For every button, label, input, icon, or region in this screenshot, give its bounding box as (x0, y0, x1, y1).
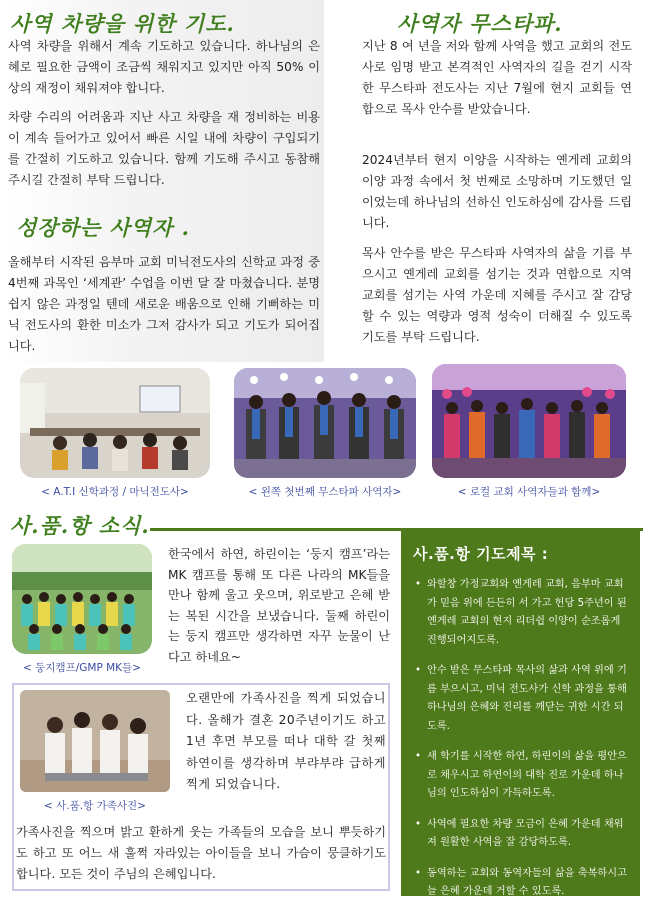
vehicle-section-title: 사역 차량을 위한 기도. (10, 11, 235, 36)
growing-paragraph: 올해부터 시작된 음부마 교회 미닉전도사의 신학교 과정 중 4번째 과목인 ‘세계관’ 수업을 이번 달 잘 마쳤습니다. 분명 쉽지 않은 과정일 텐데 새로운 배움으로 인해 기뻐하는 미닉 전도사의 환한 미소가 그저 감사가 되고 기도가 되어집니다. (8, 255, 320, 353)
minister-paragraph-2: 2024년부터 현지 이양을 시작하는 옌게레 교회의 이양 과정 속에서 첫 번째로 소망하며 기도했던 일이었는데 하나님의 선하신 인도하심에 감사를 드립니다. (362, 153, 632, 230)
prayer-item: • 와할창 가정교회와 옌게레 교회, 음부마 교회가 믿음 위에 든든히 서 가고 헌당 5주년이 된 옌게레 교회의 현지 리더쉽 이양이 순조롭게 진행되어지도록. (413, 576, 628, 650)
growing-section-title: 성장하는 사역자 . (16, 215, 190, 240)
prayer-item: • 동역하는 교회와 동역자들의 삶을 축복하시고 늘 은혜 가운데 거할 수 있도록. (413, 865, 628, 902)
prayer-title: 사.품.항 기도제목 : (413, 545, 549, 563)
news-section-title: 사.품.항 소식. (10, 513, 150, 538)
mustafa-group-photo (234, 368, 416, 478)
family-photo-caption: < 사.품.항 가족사진> (44, 800, 146, 812)
news-paragraph-1: 한국에서 하연, 하린이는 ‘둥지 캠프’라는 MK 캠프를 통해 또 다른 나라의 MK들을 만나 함께 울고 웃으며, 위로받고 은혜 받는 복된 시간을 보냈습니다. 둘째 하린이는 둥지 캠프만 생각하면 자꾸 눈물이 난다고 하네요~ (168, 547, 390, 664)
vehicle-paragraph-2: 차량 수리의 어려움과 지난 사고 차량을 재 정비하는 비용이 계속 들어가고 있어서 빠른 시일 내에 차량이 구입되기를 간절히 기도하고 있습니다. 함께 기도해 주시고 동참해 주시길 간절히 부탁 드립니다. (8, 110, 320, 187)
local-photo-caption: < 로컬 교회 사역자들과 함께> (457, 486, 601, 498)
minister-paragraph-1: 지난 8 여 년을 저와 함께 사역을 했고 교회의 전도사로 임명 받고 본격적인 사역자의 길을 걷기 시작한 무스타파 전도사는 지난 7월에 현지 교회들 연합으로 목사 안수를 받았습니다. (362, 39, 632, 116)
prayer-requests-box (401, 529, 640, 896)
local-ministers-photo (432, 364, 626, 478)
mk-camp-photo (12, 544, 152, 654)
family-photo (20, 690, 170, 792)
mustafa-photo-caption: < 왼쪽 첫번째 무스타파 사역자> (248, 486, 402, 498)
ati-class-photo (20, 368, 210, 478)
prayer-item: • 새 학기를 시작한 하연, 하린이의 삶을 평안으로 채우시고 하연이의 대학 진로 가운데 하나님의 인도하심이 가득하도록. (413, 748, 628, 804)
vehicle-paragraph-1: 사역 차량을 위해서 계속 기도하고 있습니다. 하나님의 은혜로 필요한 금액이 조금씩 채워지고 있지만 아직 50% 이상의 재정이 채워져야 합니다. (8, 39, 320, 95)
minister-section-title: 사역자 무스타파. (397, 11, 563, 36)
mk-camp-caption: < 둥지캠프/GMP MK들> (23, 662, 141, 674)
prayer-item: • 안수 받은 무스타파 목사의 삶과 사역 위에 기름 부으시고, 미닉 전도사가 신학 과정을 통해 하나님의 은혜와 진리를 깨닫는 귀한 시간 되도록. (413, 662, 628, 736)
prayer-item: • 사역에 필요한 차량 모금이 은혜 가운데 채워져 원활한 사역을 잘 감당하도록. (413, 816, 628, 853)
news-paragraph-2-full: 가족사진을 찍으며 밝고 환하게 웃는 가족들의 모습을 보니 뿌듯하기도 하고 또 어느 새 훌쩍 자라있는 아이들을 보니 가슴이 뭉클하기도 합니다. 모든 것이 주님의 은혜입니다. (16, 825, 386, 881)
news-paragraph-2-side: 오랜만에 가족사진을 찍게 되었습니다. 올해가 결혼 20주년이기도 하고 1년 후면 부모를 떠나 대학 갈 첫째 하연이를 생각하며 부랴부랴 급하게 찍게 되었습니다. (186, 691, 386, 791)
ati-photo-caption: < A.T.I 신학과정 / 마닉전도사> (41, 486, 189, 498)
minister-paragraph-3: 목사 안수를 받은 무스타파 사역자의 삶을 기름 부으시고 옌게레 교회를 섬기는 것과 연합으로 지역 교회를 섬기는 사역 가운데 지혜를 주시고 잘 감당할 수 있는 역량과 영적 성숙이 더해질 수 있도록 기도를 부탁 드립니다. (362, 246, 632, 344)
